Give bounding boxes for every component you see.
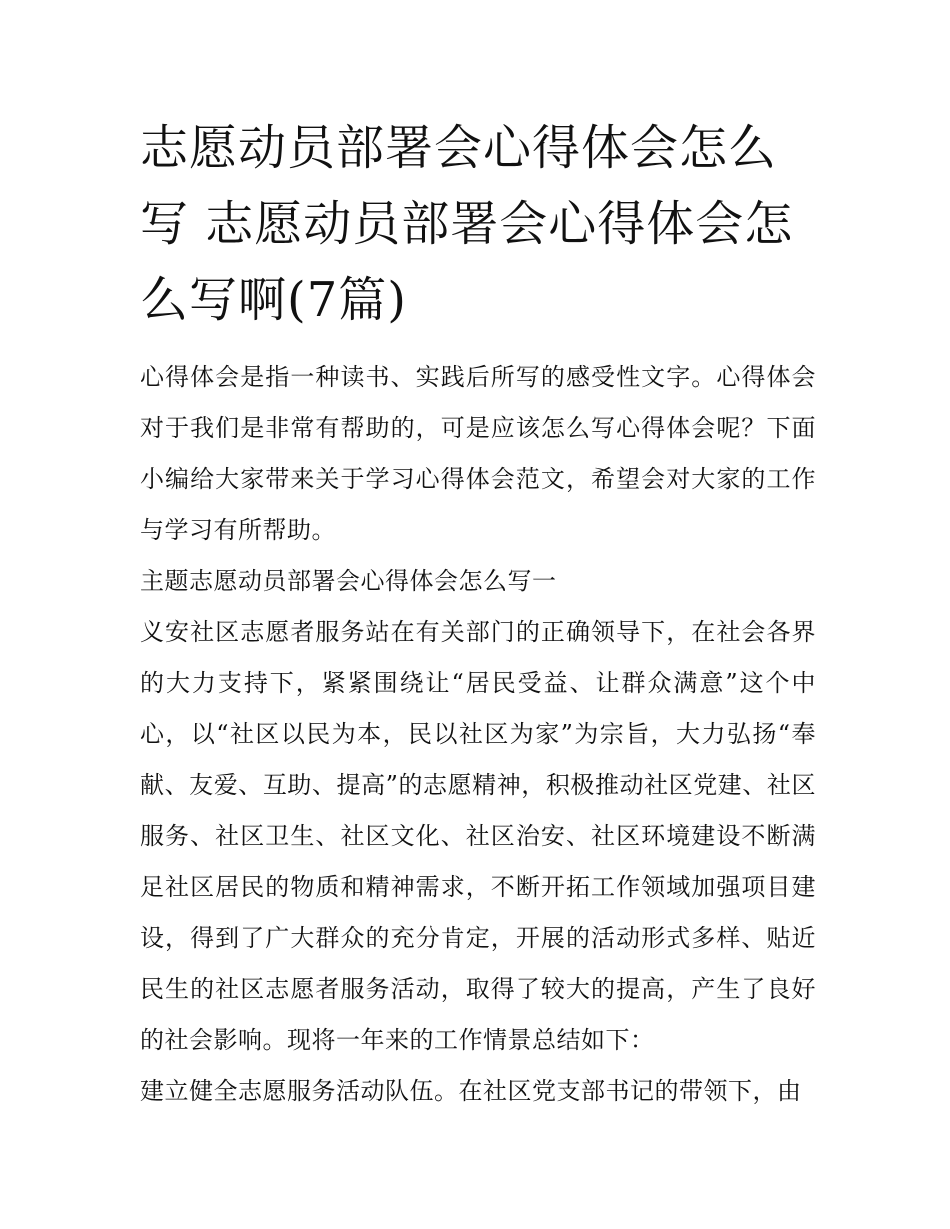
section-heading: 主题志愿动员部署会心得体会怎么写一 (140, 567, 557, 595)
intro-paragraph: 心得体会是指一种读书、实践后所写的感受性文字。心得体会对于我们是非常有帮助的，可是应该怎么写心得体会呢？下面小编给大家带来关于学习心得体会范文，希望会对大家的工作与学习有所帮助。 (140, 363, 816, 544)
body-paragraph: 建立健全志愿服务活动队伍。在社区党支部书记的带领下，由 (140, 1077, 802, 1105)
document-page (140, 110, 816, 1117)
document-title: 志愿动员部署会心得体会怎么写 志愿动员部署会心得体会怎么写啊(7篇) (140, 120, 794, 328)
body-paragraph: 义安社区志愿者服务站在有关部门的正确领导下，在社会各界的大力支持下，紧紧围绕让“居民受益、让群众满意”这个中心，以“社区以民为本，民以社区为家”为宗旨，大力弘扬“奉献、友爱、互助、提高”的志愿精神，积极推动社区党建、社区服务、社区卫生、社区文化、社区治安、社区环境建设不断满足社区居民的物质和精神需求，不断开拓工作领域加强项目建设，得到了广大群众的充分肯定，开展的活动形式多样、贴近民生的社区志愿者服务活动，取得了较大的提高，产生了良好的社会影响。现将一年来的工作情景总结如下： (140, 618, 816, 1054)
